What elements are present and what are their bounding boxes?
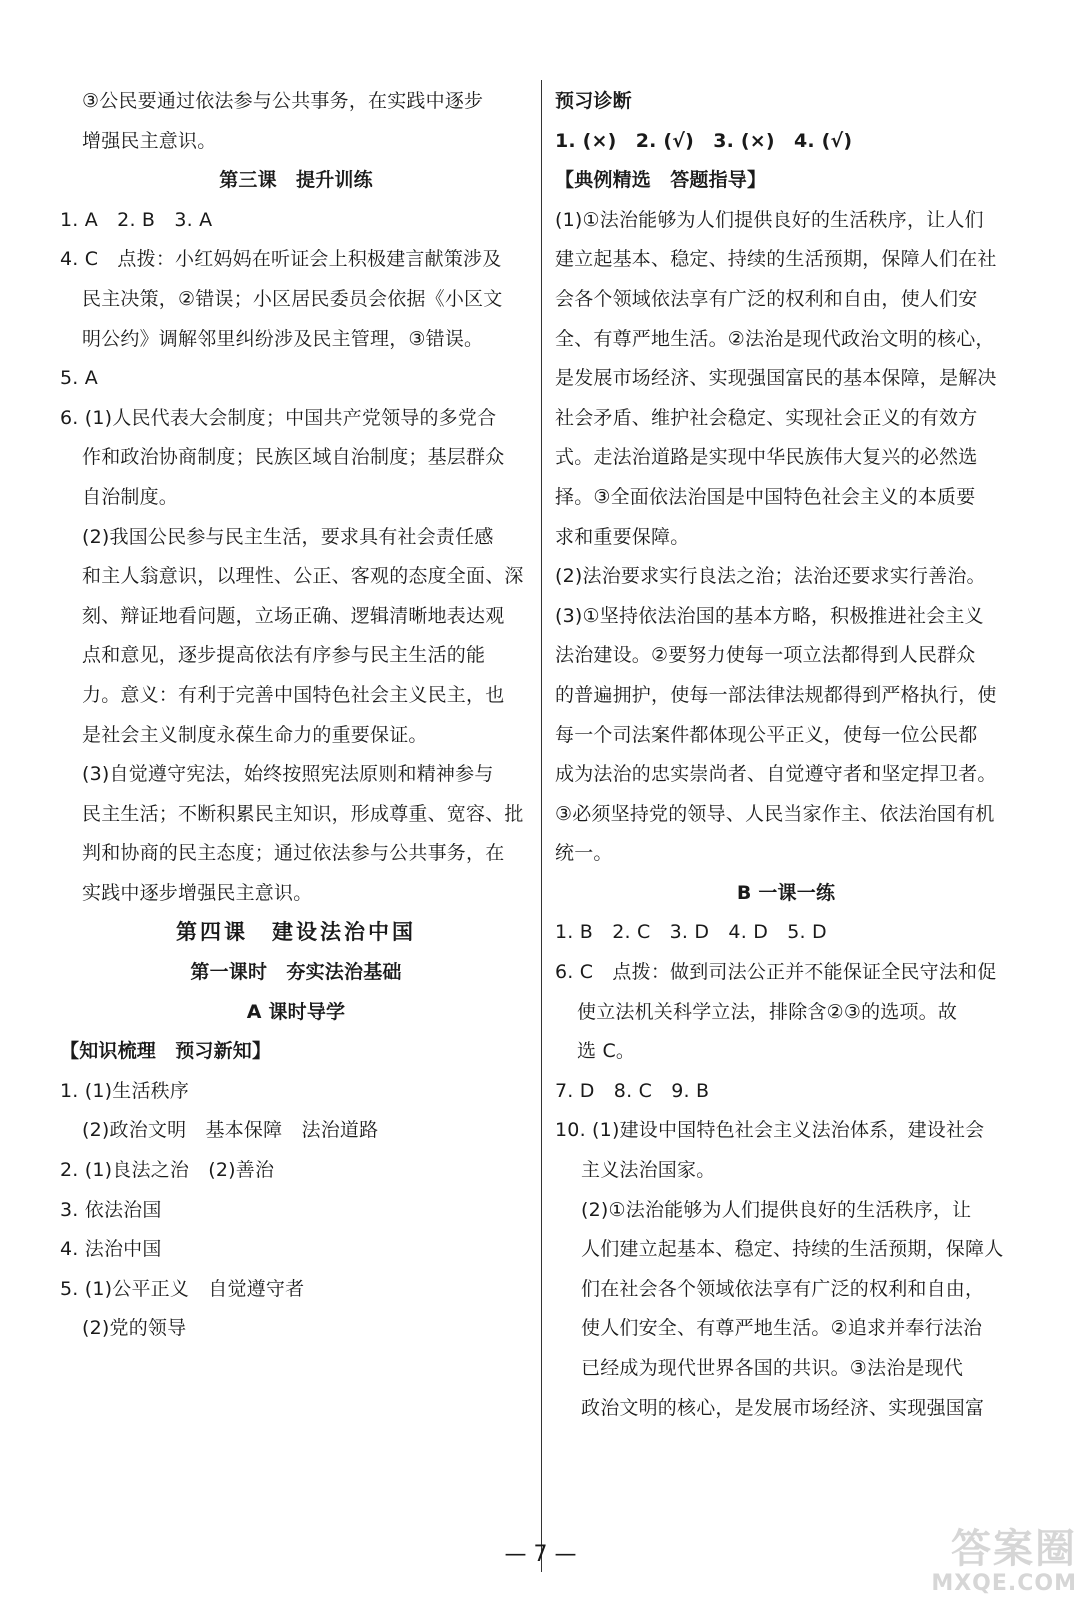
text-line: 求和重要保障。 xyxy=(555,525,690,548)
text-line: 择。③全面依法治国是中国特色社会主义的本质要 xyxy=(555,485,976,508)
text-line: 们在社会各个领域依法享有广泛的权利和自由， xyxy=(581,1277,985,1300)
text-line: 1. (1)生活秩序 xyxy=(60,1079,190,1102)
text-line: 使立法机关科学立法，排除含②③的选项。故 xyxy=(577,1000,958,1023)
text-line: (3)①坚持依法治国的基本方略，积极推进社会主义 xyxy=(555,604,984,627)
text-line: 每一个司法案件都体现公平正义，使每一位公民都 xyxy=(555,723,978,746)
column-divider xyxy=(541,80,542,1572)
text-line: 7. D 8. C 9. B xyxy=(555,1079,710,1102)
text-line: B 一课一练 xyxy=(736,881,836,904)
text-line: 选 C。 xyxy=(577,1040,636,1063)
text-line: 自治制度。 xyxy=(82,485,179,508)
text-line: 预习诊断 xyxy=(555,90,632,112)
text-line: 4. C 点拨：小红妈妈在听证会上积极建言献策涉及 xyxy=(60,248,502,271)
text-line: 判和协商的民主态度；通过依法参与公共事务，在 xyxy=(82,842,505,865)
text-line: 社会矛盾、维护社会稳定、实现社会正义的有效方 xyxy=(555,406,978,429)
text-line: 5. A xyxy=(60,367,98,390)
text-line: 1. (×) 2. (√) 3. (×) 4. (√) xyxy=(555,129,853,152)
text-line: 政治文明的核心，是发展市场经济、实现强国富 xyxy=(581,1396,985,1419)
text-line: 第四课 建设法治中国 xyxy=(176,920,416,945)
text-line: 主义法治国家。 xyxy=(581,1159,716,1182)
text-line: (2)法治要求实行良法之治；法治还要求实行善治。 xyxy=(555,565,986,588)
page-number: — 7 — xyxy=(504,1542,577,1567)
text-line: ③公民要通过依法参与公共事务，在实践中逐步 xyxy=(82,90,484,112)
text-line: 成为法治的忠实崇尚者、自觉遵守者和坚定捍卫者。 xyxy=(555,763,997,786)
watermark-url: MXQE.COM xyxy=(931,1571,1077,1596)
text-line: 已经成为现代世界各国的共识。③法治是现代 xyxy=(581,1357,964,1379)
text-line: 4. 法治中国 xyxy=(60,1238,162,1261)
text-line: 法治建设。②要努力使每一项立法都得到人民群众 xyxy=(555,644,976,667)
text-line: 人们建立起基本、稳定、持续的生活预期，保障人 xyxy=(581,1238,1004,1261)
watermark-text: 答案圈 xyxy=(951,1526,1077,1572)
text-line: 力。意义：有利于完善中国特色社会主义民主，也 xyxy=(82,683,505,706)
text-line: 民主生活；不断积累民主知识，形成尊重、宽容、批 xyxy=(82,802,524,825)
text-line: 是发展市场经济、实现强国富民的基本保障，是解决 xyxy=(555,367,997,390)
text-line: 的普遍拥护，使每一部法律法规都得到严格执行，使 xyxy=(555,683,997,706)
text-line: 建立起基本、稳定、持续的生活预期，保障人们在社 xyxy=(555,248,997,271)
text-line: 6. (1)人民代表大会制度；中国共产党领导的多党合 xyxy=(60,406,497,429)
text-line: 实践中逐步增强民主意识。 xyxy=(82,881,313,904)
text-line: (2)①法治能够为人们提供良好的生活秩序，让 xyxy=(581,1198,972,1221)
text-line: ③必须坚持党的领导、人民当家作主、依法治国有机 xyxy=(555,802,995,825)
text-line: 全、有尊严地生活。②法治是现代政治文明的核心， xyxy=(555,327,995,350)
text-line: (2)政治文明 基本保障 法治道路 xyxy=(82,1119,379,1142)
text-line: (2)党的领导 xyxy=(82,1317,187,1340)
text-line: 是社会主义制度永葆生命力的重要保证。 xyxy=(82,723,428,746)
text-line: 增强民主意识。 xyxy=(82,129,217,152)
text-line: 作和政治协商制度；民族区域自治制度；基层群众 xyxy=(82,446,505,469)
text-line: 【典例精选 答题指导】 xyxy=(555,169,767,192)
text-line: 民主决策，②错误；小区居民委员会依据《小区文 xyxy=(82,287,503,310)
text-line: 1. A 2. B 3. A xyxy=(60,208,213,231)
text-line: A 课时导学 xyxy=(246,1000,346,1023)
text-line: 10. (1)建设中国特色社会主义法治体系，建设社会 xyxy=(555,1119,985,1142)
text-line: 明公约》调解邻里纠纷涉及民主管理，③错误。 xyxy=(82,327,484,350)
watermark-logo xyxy=(931,1527,1077,1596)
text-line: (1)①法治能够为人们提供良好的生活秩序，让人们 xyxy=(555,208,984,231)
text-line: 5. (1)公平正义 自觉遵守者 xyxy=(60,1277,305,1300)
text-line: 和主人翁意识，以理性、公正、客观的态度全面、深 xyxy=(82,565,524,588)
text-line: 2. (1)良法之治 (2)善治 xyxy=(60,1159,275,1182)
text-line: (2)我国公民参与民主生活，要求具有社会责任感 xyxy=(82,525,494,548)
left-column xyxy=(60,82,532,1349)
text-line: (3)自觉遵守宪法，始终按照宪法原则和精神参与 xyxy=(82,763,494,786)
text-line: 第一课时 夯实法治基础 xyxy=(190,961,402,984)
text-line: 式。走法治道路是实现中华民族伟大复兴的必然选 xyxy=(555,446,978,469)
text-line: 使人们安全、有尊严地生活。②追求并奉行法治 xyxy=(581,1317,983,1340)
text-line: 6. C 点拨：做到司法公正并不能保证全民守法和促 xyxy=(555,961,997,984)
text-line: 统一。 xyxy=(555,842,613,865)
right-column xyxy=(555,82,1017,1428)
text-line: 【知识梳理 预习新知】 xyxy=(60,1040,272,1063)
text-line: 点和意见，逐步提高依法有序参与民主生活的能 xyxy=(82,644,486,667)
text-line: 3. 依法治国 xyxy=(60,1198,162,1221)
text-line: 刻、辩证地看问题，立场正确、逻辑清晰地表达观 xyxy=(82,604,505,627)
text-line: 第三课 提升训练 xyxy=(219,169,373,192)
text-line: 1. B 2. C 3. D 4. D 5. D xyxy=(555,921,827,944)
text-line: 会各个领域依法享有广泛的权利和自由，使人们安 xyxy=(555,287,978,310)
